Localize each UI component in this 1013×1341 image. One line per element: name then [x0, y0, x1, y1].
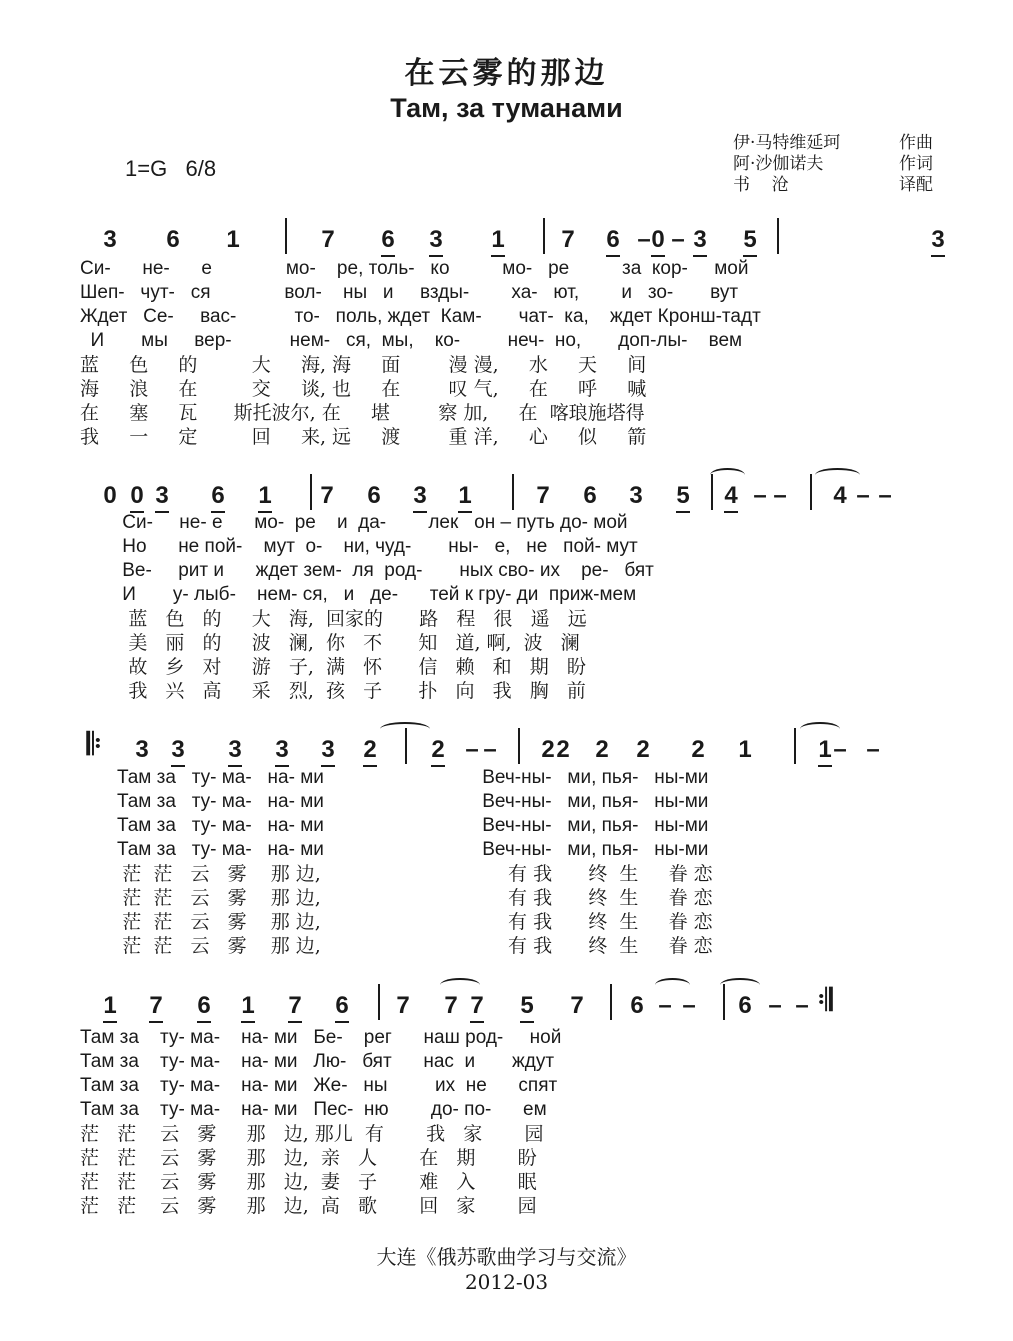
note-digit: 7 — [470, 992, 483, 1023]
note — [624, 482, 648, 510]
note — [362, 482, 386, 510]
note — [738, 226, 762, 254]
hold-dash — [478, 736, 502, 764]
note-digit: 1 — [491, 226, 504, 257]
note-digit: 2 — [556, 736, 570, 763]
lyric-ru: Но не пой- мут о- ни, чуд- ны- е, не пой- мут — [80, 536, 638, 557]
lyric-cn: 蓝 色 的 大 海, 回家的 路 程 很 遥 远 — [80, 608, 587, 630]
lyric-cn: 海 浪 在 交 谈, 也 在 叹 气, 在 呼 喊 — [80, 378, 647, 400]
note-digit: 0 — [130, 482, 143, 513]
note-digit: 2 — [363, 736, 376, 767]
note-digit: 2 — [595, 736, 609, 763]
hold-dash — [653, 992, 677, 1020]
note — [270, 736, 294, 764]
lyric-cn: 我 一 定 回 来, 远 渡 重 洋, 心 似 箭 — [80, 426, 647, 448]
lyric-cn: 茫 茫 云 雾 那 边, 有 我 终 生 眷 恋 — [80, 887, 713, 909]
note — [551, 736, 575, 764]
note — [590, 736, 614, 764]
note-digit: 1 — [258, 482, 271, 513]
lyric-ru: Си- не- е мо- ре и да- лек он – путь до- мой — [80, 512, 628, 533]
barline — [310, 474, 312, 510]
note-digit: – — [637, 226, 651, 253]
note — [206, 482, 230, 510]
song-title-chinese: 在云雾的那边 — [404, 56, 609, 91]
note — [601, 226, 625, 254]
note-digit: 6 — [606, 226, 619, 257]
note — [733, 992, 757, 1020]
hold-dash — [861, 736, 885, 764]
note-digit: 7 — [561, 226, 575, 253]
note-digit: – — [465, 736, 479, 763]
lyric-cn: 故 乡 对 游 子, 满 怀 信 赖 和 期 盼 — [80, 656, 586, 678]
note — [465, 992, 489, 1020]
note — [688, 226, 712, 254]
note-digit: 6 — [630, 992, 644, 1019]
barline — [518, 728, 520, 764]
key-signature: 1=G 6/8 — [125, 156, 217, 181]
note — [150, 482, 174, 510]
hold-dash — [666, 226, 690, 254]
note-digit: – — [833, 736, 847, 763]
note-digit: 1 — [226, 226, 240, 253]
song-title-russian: Там, за туманами — [390, 93, 623, 123]
lyric-ru: Ве- рит и ждет зем- ля род- ных сво- их ре- бят — [80, 560, 654, 581]
note-digit: – — [795, 992, 809, 1019]
lyric-cn: 茫 茫 云 雾 那 边, 妻 子 难 入 眠 — [80, 1171, 537, 1193]
note-digit: 6 — [211, 482, 224, 513]
barline — [543, 218, 545, 254]
credit-translator: 书 沧 译配 — [733, 175, 933, 195]
barline — [810, 474, 812, 510]
lyric-cn: 茫 茫 云 雾 那 边, 亲 人 在 期 盼 — [80, 1147, 537, 1169]
note-digit: – — [671, 226, 685, 253]
note-digit: 4 — [833, 482, 847, 509]
note — [671, 482, 695, 510]
lyric-ru: Там за ту- ма- на- ми Веч-ны- ми, пья- ны-ми — [80, 767, 709, 788]
note-digit: 2 — [636, 736, 650, 763]
note — [330, 992, 354, 1020]
notation-line-4 — [80, 980, 940, 1030]
hold-dash — [851, 482, 875, 510]
note-digit: 3 — [103, 226, 117, 253]
lyric-cn: 茫 茫 云 雾 那 边, 高 歌 回 家 园 — [80, 1195, 537, 1217]
lyric-cn: 我 兴 高 采 烈, 孩 子 扑 向 我 胸 前 — [80, 680, 586, 702]
footer — [0, 1245, 1013, 1295]
note-digit: 1 — [241, 992, 254, 1023]
note — [556, 226, 580, 254]
note — [391, 992, 415, 1020]
credit-lyricist: 阿·沙伽诺夫 作词 — [733, 154, 933, 174]
note-digit: 6 — [367, 482, 381, 509]
note — [631, 736, 655, 764]
barline — [610, 984, 612, 1020]
note — [125, 482, 149, 510]
note — [223, 736, 247, 764]
note — [98, 226, 122, 254]
barline — [378, 984, 380, 1020]
note — [221, 226, 245, 254]
note — [565, 992, 589, 1020]
lyric-cn: 美 丽 的 波 澜, 你 不 知 道, 啊, 波 澜 — [80, 632, 580, 654]
note-digit: 7 — [320, 482, 334, 509]
note — [453, 482, 477, 510]
repeat-start-sign: 𝄆 — [86, 728, 102, 761]
note — [686, 736, 710, 764]
note-digit: 2 — [691, 736, 705, 763]
note — [98, 482, 122, 510]
lyric-cn: 茫 茫 云 雾 那 边, 有 我 终 生 眷 恋 — [80, 863, 713, 885]
credits — [733, 133, 933, 196]
note-digit: – — [866, 736, 880, 763]
credit-composer: 伊·马特维延珂 作曲 — [733, 133, 933, 153]
lyric-ru: И мы вер- нем- ся, мы, ко- неч- но, доп-лы- вем — [80, 330, 743, 351]
note — [625, 992, 649, 1020]
hold-dash — [677, 992, 701, 1020]
hold-dash — [768, 482, 792, 510]
note — [926, 226, 950, 254]
note — [192, 992, 216, 1020]
note-digit: 3 — [155, 482, 168, 513]
tie-slur — [800, 722, 840, 736]
note-digit: 4 — [724, 482, 737, 513]
note-digit: 1 — [818, 736, 831, 767]
note-digit: 6 — [335, 992, 348, 1023]
note-digit: 5 — [676, 482, 689, 513]
note-digit: 5 — [520, 992, 533, 1023]
tie-slur — [710, 468, 745, 482]
note — [283, 992, 307, 1020]
note-digit: 7 — [321, 226, 335, 253]
barline — [794, 728, 796, 764]
lyric-ru: Шеп- чут- ся вол- ны и взды- ха- ют, и зо- вут — [80, 282, 739, 303]
hold-dash — [632, 226, 656, 254]
note — [578, 482, 602, 510]
lyric-ru: И у- лыб- нем- ся, и де- тей к гру- ди приж-мем — [80, 584, 637, 605]
lyric-ru: Там за ту- ма- на- ми Веч-ны- ми, пья- ны-ми — [80, 815, 709, 836]
note-digit: – — [878, 482, 892, 509]
note — [316, 736, 340, 764]
note — [408, 482, 432, 510]
note-digit: 1 — [738, 736, 752, 763]
lyric-ru: Си- не- е мо- ре, толь- ко мо- ре за кор- мой — [80, 258, 749, 279]
note-digit: 1 — [458, 482, 471, 513]
note-digit: 3 — [429, 226, 442, 257]
note-digit: 6 — [197, 992, 210, 1023]
note-digit: 6 — [583, 482, 597, 509]
note-digit: 3 — [413, 482, 426, 513]
barline — [777, 218, 779, 254]
lyric-cn: 茫 茫 云 雾 那 边, 那儿 有 我 家 园 — [80, 1123, 544, 1145]
note-digit: 2 — [541, 736, 555, 763]
lyrics-block-3 — [80, 766, 940, 958]
note — [424, 226, 448, 254]
note-digit: – — [658, 992, 672, 1019]
note — [98, 992, 122, 1020]
note-digit: 7 — [396, 992, 410, 1019]
barline — [512, 474, 514, 510]
note — [161, 226, 185, 254]
note-digit: – — [773, 482, 787, 509]
note-digit: 6 — [738, 992, 752, 1019]
note-digit: 3 — [171, 736, 184, 767]
lyric-cn: 茫 茫 云 雾 那 边, 有 我 终 生 眷 恋 — [80, 911, 713, 933]
note — [316, 226, 340, 254]
note — [236, 992, 260, 1020]
note-digit: 1 — [103, 992, 116, 1023]
lyric-ru: Там за ту- ма- на- ми Веч-ны- ми, пья- ны-ми — [80, 791, 709, 812]
note-digit: 7 — [444, 992, 458, 1019]
note-digit: – — [753, 482, 767, 509]
barline — [285, 218, 287, 254]
note — [166, 736, 190, 764]
lyric-cn: 茫 茫 云 雾 那 边, 有 我 终 生 眷 恋 — [80, 935, 713, 957]
note — [253, 482, 277, 510]
note-digit: 3 — [931, 226, 944, 257]
lyric-cn: 蓝 色 的 大 海, 海 面 漫 漫, 水 天 间 — [80, 354, 647, 376]
note-digit: 3 — [321, 736, 334, 767]
tie-slur — [720, 978, 760, 992]
note-digit: 6 — [381, 226, 394, 257]
hold-dash — [790, 992, 814, 1020]
note-digit: – — [856, 482, 870, 509]
tie-slur — [815, 468, 860, 482]
note — [531, 482, 555, 510]
note-digit: 7 — [570, 992, 584, 1019]
tie-slur — [440, 978, 480, 992]
note-digit: 7 — [288, 992, 301, 1023]
footer-source: 大连《俄苏歌曲学习与交流》 — [376, 1245, 637, 1269]
note-digit: 3 — [629, 482, 643, 509]
note — [719, 482, 743, 510]
note-digit: 0 — [103, 482, 117, 509]
lyric-ru: Там за ту- ма- на- ми Пес- ню до- по- ем — [80, 1099, 547, 1120]
lyric-ru: Там за ту- ма- на- ми Лю- бят нас и ждут — [80, 1051, 555, 1072]
note-digit: – — [682, 992, 696, 1019]
note — [144, 992, 168, 1020]
note — [439, 992, 463, 1020]
lyric-cn: 在 塞 瓦 斯托波尔, 在 堪 察 加, 在 喀琅施塔得 — [80, 402, 645, 424]
note — [376, 226, 400, 254]
note — [426, 736, 450, 764]
note — [130, 736, 154, 764]
note — [315, 482, 339, 510]
footer-date: 2012-03 — [464, 1270, 549, 1294]
note — [486, 226, 510, 254]
note — [358, 736, 382, 764]
lyrics-block-2 — [80, 511, 940, 703]
note-digit: 7 — [149, 992, 162, 1023]
note-digit: – — [483, 736, 497, 763]
note-digit: 3 — [275, 736, 288, 767]
note-digit: 0 — [651, 226, 664, 257]
tie-slur — [655, 978, 690, 992]
hold-dash — [828, 736, 852, 764]
note-digit: 6 — [166, 226, 180, 253]
note-digit: 3 — [228, 736, 241, 767]
lyrics-block-1 — [80, 257, 940, 449]
note-digit: 3 — [135, 736, 149, 763]
note-digit: – — [768, 992, 782, 1019]
tie-slur — [380, 722, 430, 736]
note-digit: 5 — [743, 226, 756, 257]
lyrics-block-4 — [80, 1026, 940, 1218]
note-digit: 2 — [431, 736, 444, 767]
note — [515, 992, 539, 1020]
lyric-ru: Ждет Се- вас- то- поль, ждет Кам- чат- ка, ждет Кронш-тадт — [80, 306, 761, 327]
hold-dash — [763, 992, 787, 1020]
hold-dash — [873, 482, 897, 510]
lyric-ru: Там за ту- ма- на- ми Же- ны их не спят — [80, 1075, 558, 1096]
lyric-ru: Там за ту- ма- на- ми Веч-ны- ми, пья- ны-ми — [80, 839, 709, 860]
lyric-ru: Там за ту- ма- на- ми Бе- рег наш род- ной — [80, 1027, 562, 1048]
note — [733, 736, 757, 764]
note-digit: 7 — [536, 482, 550, 509]
note — [828, 482, 852, 510]
note-digit: 3 — [693, 226, 706, 257]
repeat-end-sign: 𝄇 — [817, 984, 833, 1017]
